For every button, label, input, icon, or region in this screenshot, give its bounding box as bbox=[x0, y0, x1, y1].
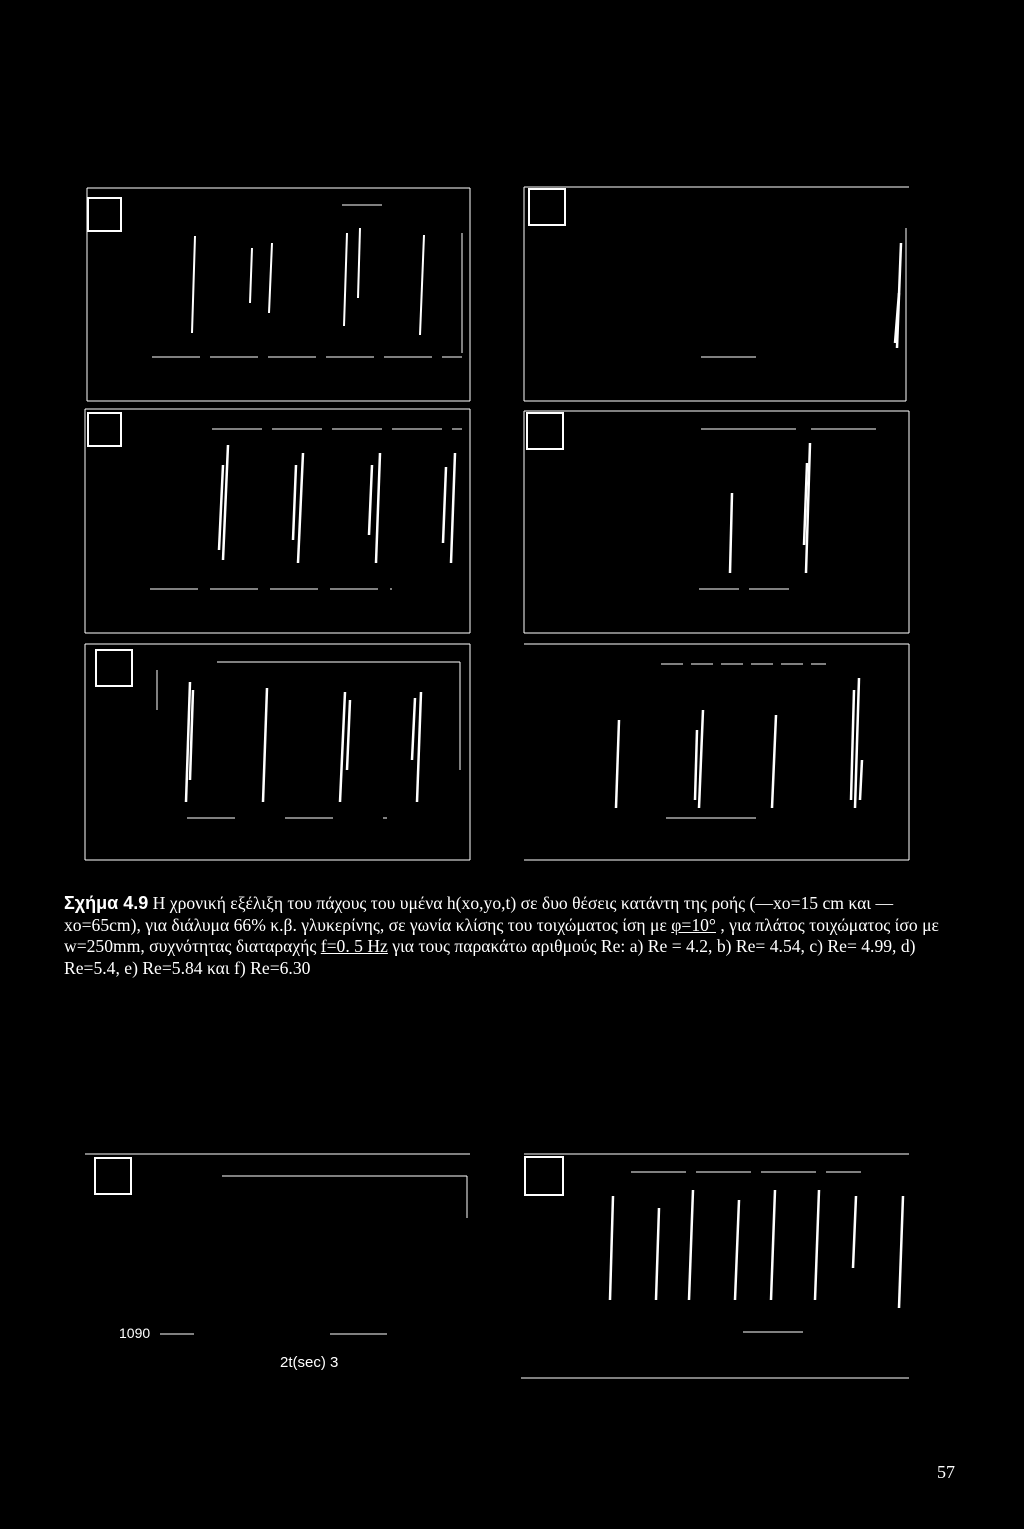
trace bbox=[610, 1196, 613, 1300]
trace bbox=[699, 710, 703, 808]
panel-g bbox=[82, 1148, 477, 1388]
panel-a bbox=[82, 183, 477, 403]
trace bbox=[772, 715, 776, 808]
panel-d-traces bbox=[730, 443, 810, 573]
panel-c-plot bbox=[82, 405, 477, 637]
trace bbox=[860, 760, 862, 800]
figure-caption bbox=[64, 893, 964, 979]
trace bbox=[730, 493, 732, 573]
panel-e bbox=[82, 640, 477, 865]
trace bbox=[250, 248, 252, 303]
trace bbox=[616, 720, 619, 808]
panel-b bbox=[521, 183, 916, 403]
panel-e-label-box bbox=[96, 650, 132, 686]
trace bbox=[269, 243, 272, 313]
panel-h-traces bbox=[610, 1190, 903, 1308]
panel-h-plot bbox=[521, 1148, 916, 1388]
panel-f bbox=[521, 640, 916, 865]
x-axis-label: 2t(sec) 3 bbox=[280, 1354, 339, 1371]
panel-b-traces bbox=[895, 243, 901, 348]
trace bbox=[815, 1190, 819, 1300]
y-tick-label: 1090 bbox=[119, 1325, 151, 1341]
caption-text-1: Η χρονική εξέλιξη του πάχους του υμένα h(xo,yo,t) σε δυο θέσεις κατάντη της ροής (—xo=15 cm και — xo=65cm), για διάλυμα 66% κ.β. γλυκερίνης, σε γωνία κλίσης του τοιχώματος ίση με bbox=[64, 893, 894, 935]
trace bbox=[853, 1196, 856, 1268]
trace bbox=[851, 690, 854, 800]
trace bbox=[223, 445, 228, 560]
trace bbox=[417, 692, 421, 802]
panel-d-label-box bbox=[527, 413, 563, 449]
trace bbox=[263, 688, 267, 802]
caption-text-3: για τους παρακάτω αριθμούς Re: a) Re = 4.2, b) Re= 4.54, c) Re= 4.99, d) Re=5.4, e) Re=5.84 και f) Re=6.30 bbox=[64, 936, 916, 978]
caption-text-2: , για πλάτος τοιχώματος ίσο με w=250mm, συχνότητας διαταραχής bbox=[64, 914, 939, 956]
panel-c bbox=[82, 405, 477, 637]
panel-a-traces bbox=[192, 228, 424, 335]
trace bbox=[771, 1190, 775, 1300]
trace bbox=[695, 730, 697, 800]
trace bbox=[186, 682, 190, 802]
panel-c-traces bbox=[219, 445, 455, 563]
panel-c-label-box bbox=[88, 413, 121, 446]
trace bbox=[412, 698, 415, 760]
panel-b-plot bbox=[521, 183, 916, 403]
panel-d-plot bbox=[521, 405, 916, 637]
trace bbox=[358, 228, 360, 298]
trace bbox=[855, 678, 859, 808]
trace bbox=[219, 465, 223, 550]
panel-a-label-box bbox=[88, 198, 121, 231]
trace bbox=[656, 1208, 659, 1300]
panel-d bbox=[521, 405, 916, 637]
trace bbox=[899, 1196, 903, 1308]
panel-h bbox=[521, 1148, 916, 1388]
caption-angle: φ=10° bbox=[671, 914, 716, 935]
panel-h-label-box bbox=[525, 1157, 563, 1195]
caption-label: Σχήμα 4.9 bbox=[64, 893, 149, 913]
trace bbox=[293, 465, 296, 540]
trace bbox=[443, 467, 446, 543]
trace bbox=[344, 233, 347, 326]
panel-e-traces bbox=[186, 682, 421, 802]
panel-g-plot bbox=[82, 1148, 477, 1388]
trace bbox=[298, 453, 303, 563]
panel-e-plot bbox=[82, 640, 477, 865]
trace bbox=[689, 1190, 693, 1300]
panel-f-traces bbox=[616, 678, 862, 808]
caption-frequency: f=0. 5 Hz bbox=[320, 936, 388, 956]
trace bbox=[420, 235, 424, 335]
trace bbox=[735, 1200, 739, 1300]
panel-f-plot bbox=[521, 640, 916, 865]
panel-b-label-box bbox=[529, 189, 565, 225]
trace bbox=[451, 453, 455, 563]
trace bbox=[347, 700, 350, 770]
panel-a-plot bbox=[82, 183, 477, 403]
trace bbox=[376, 453, 380, 563]
trace bbox=[192, 236, 195, 333]
trace bbox=[369, 465, 372, 535]
panel-g-label-box bbox=[95, 1158, 131, 1194]
trace bbox=[340, 692, 345, 802]
page-number: 57 bbox=[937, 1462, 955, 1482]
